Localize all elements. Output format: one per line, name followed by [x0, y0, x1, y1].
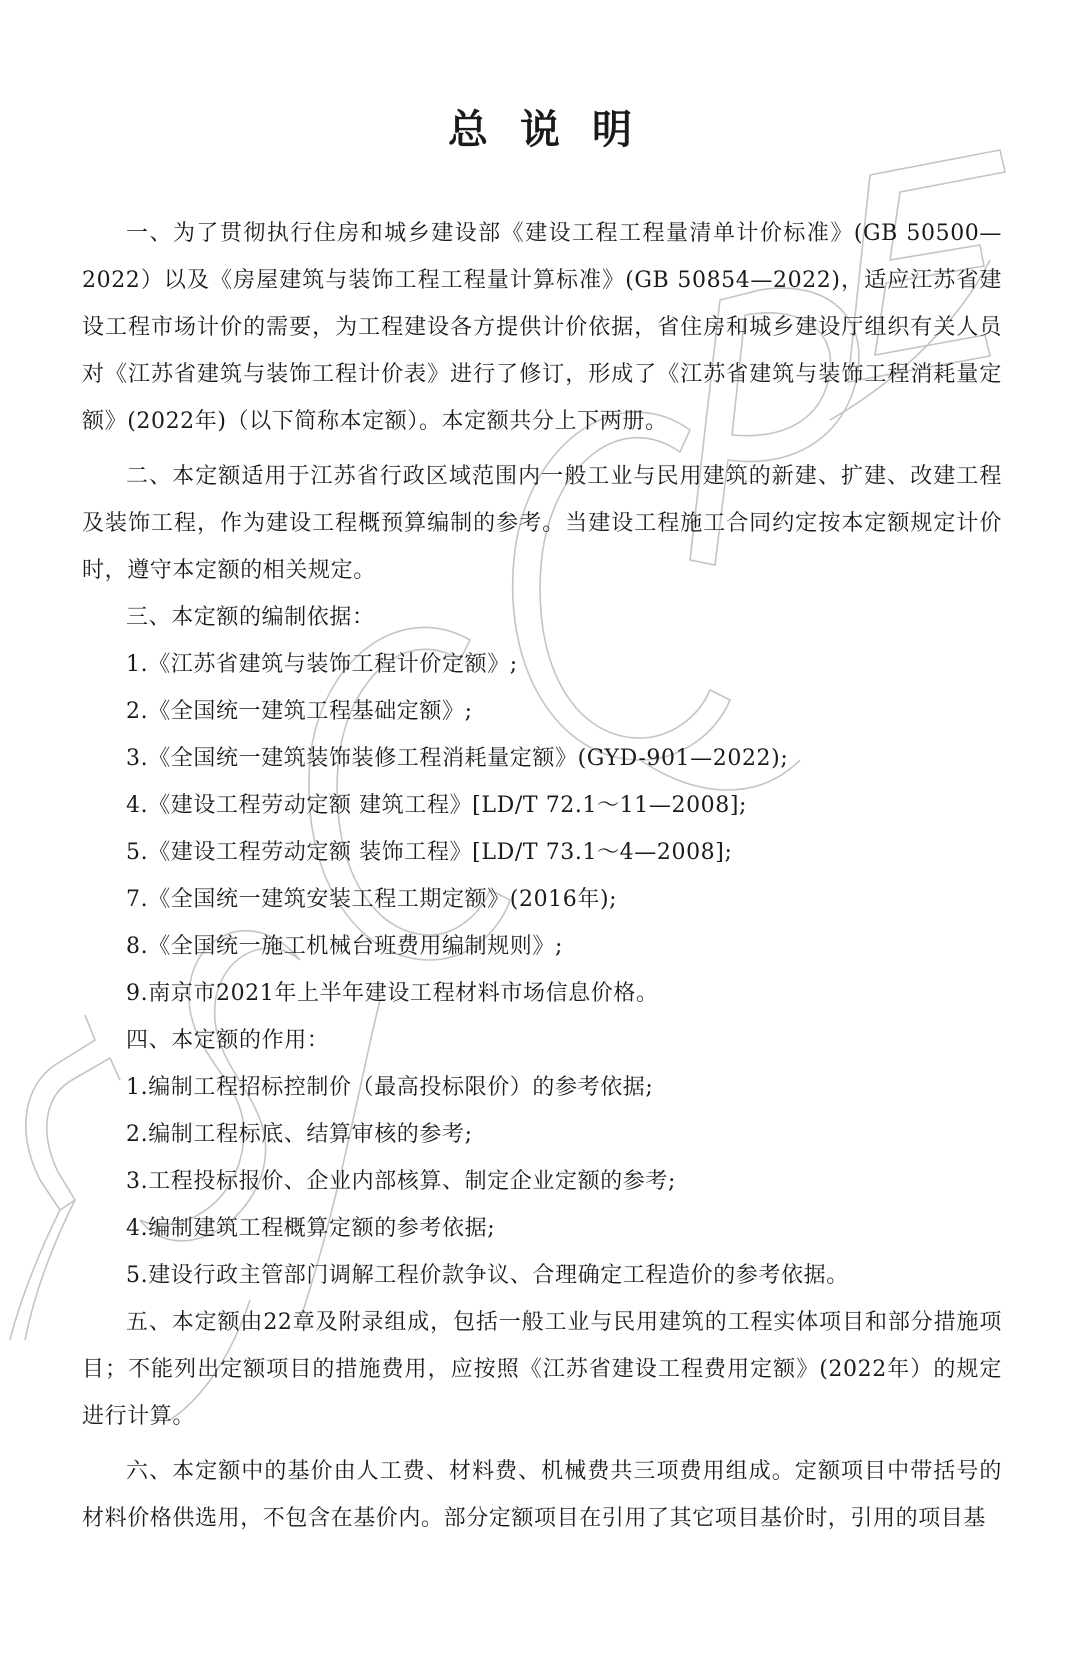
- section-heading-basis: 三、本定额的编制依据：: [126, 605, 375, 630]
- basis-item-1: 1.《江苏省建筑与装饰工程计价定额》;: [126, 652, 518, 677]
- document-body: [82, 210, 1002, 1542]
- paragraph-5: 五、本定额由22章及附录组成，包括一般工业与民用建筑的工程实体项目和部分措施项目；不能列出定额项目的措施费用，应按照《江苏省建设工程费用定额》(2022年）的规定进行计算。: [82, 1310, 1002, 1429]
- purpose-item-4: 4.编制建筑工程概算定额的参考依据;: [126, 1216, 496, 1241]
- purpose-item-2: 2.编制工程标底、结算审核的参考;: [126, 1122, 473, 1147]
- basis-item-3: 3.《全国统一建筑装饰装修工程消耗量定额》(GYD-901—2022);: [126, 746, 789, 771]
- purpose-item-1: 1.编制工程招标控制价（最高投标限价）的参考依据;: [126, 1075, 654, 1100]
- basis-item-2: 2.《全国统一建筑工程基础定额》;: [126, 699, 473, 724]
- paragraph-6: 六、本定额中的基价由人工费、材料费、机械费共三项费用组成。定额项目中带括号的材料价格供选用，不包含在基价内。部分定额项目在引用了其它项目基价时，引用的项目基: [82, 1459, 1002, 1531]
- basis-item-8: 8.《全国统一施工机械台班费用编制规则》;: [126, 934, 564, 959]
- basis-item-4: 4.《建设工程劳动定额 建筑工程》[LD/T 72.1～11—2008];: [126, 793, 748, 818]
- basis-item-7: 7.《全国统一建筑安装工程工期定额》(2016年);: [126, 887, 618, 912]
- purpose-item-5: 5.建设行政主管部门调解工程价款争议、合理确定工程造价的参考依据。: [126, 1263, 849, 1288]
- paragraph-1: 一、为了贯彻执行住房和城乡建设部《建设工程工程量清单计价标准》(GB 50500—2022）以及《房屋建筑与装饰工程工程量计算标准》(GB 50854—2022)，适应江苏省建设工程市场计价的需要，为工程建设各方提供计价依据，省住房和城乡建设厅组织有关人员对《江苏省建筑与装饰工程计价表》进行了修订，形成了《江苏省建筑与装饰工程消耗量定额》(2022年)（以下简称本定额）。本定额共分上下两册。: [82, 221, 1002, 434]
- basis-item-9: 9.南京市2021年上半年建设工程材料市场信息价格。: [126, 981, 659, 1006]
- basis-item-5: 5.《建设工程劳动定额 装饰工程》[LD/T 73.1～4—2008];: [126, 840, 733, 865]
- purpose-item-3: 3.工程投标报价、企业内部核算、制定企业定额的参考;: [126, 1169, 677, 1194]
- page-title: 总说明: [448, 106, 664, 153]
- paragraph-2: 二、本定额适用于江苏省行政区域范围内一般工业与民用建筑的新建、扩建、改建工程及装饰工程，作为建设工程概预算编制的参考。当建设工程施工合同约定按本定额规定计价时，遵守本定额的相关规定。: [82, 464, 1002, 583]
- section-heading-purpose: 四、本定额的作用：: [126, 1028, 330, 1053]
